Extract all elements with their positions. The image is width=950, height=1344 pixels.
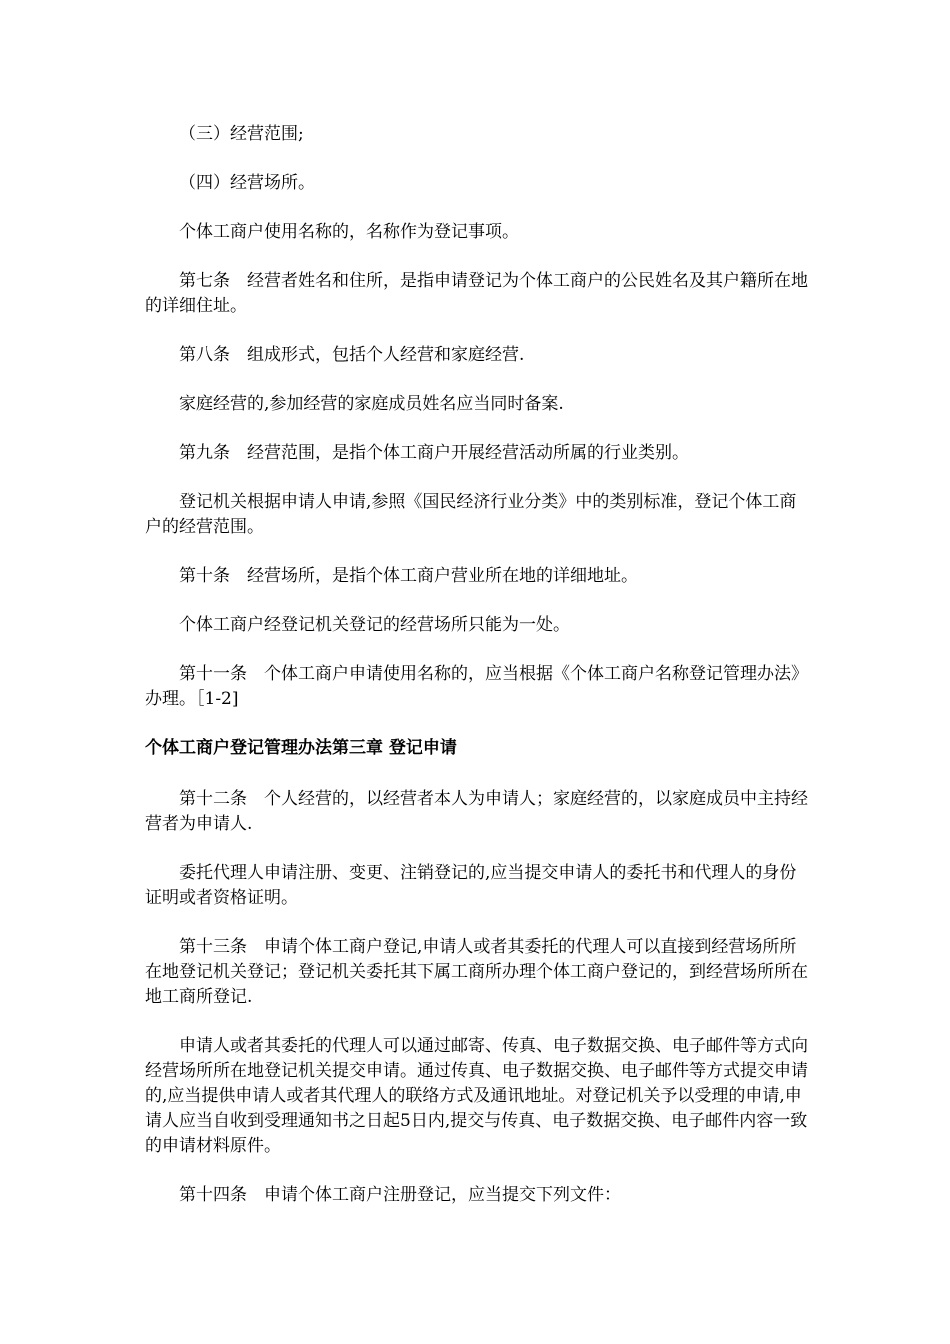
paragraph-single-location: 个体工商户经登记机关登记的经营场所只能为一处。 bbox=[179, 615, 570, 635]
paragraph-article-14: 第十四条 申请个体工商户注册登记，应当提交下列文件： bbox=[179, 1185, 621, 1205]
section-heading: 个体工商户登记管理办法第三章 登记申请 bbox=[145, 738, 457, 758]
document-page bbox=[145, 122, 810, 1232]
paragraph-article-13: 第十三条 申请个体工商户登记,申请人或者其委托的代理人可以直接到经营场所所在地登记机关登记；登记机关委托其下属工商所办理个体工商户登记的，到经营场所所在地工商所登记. bbox=[145, 937, 808, 1007]
paragraph-article-8: 第八条 组成形式，包括个人经营和家庭经营. bbox=[179, 345, 525, 365]
paragraph-remote-submission: 申请人或者其委托的代理人可以通过邮寄、传真、电子数据交换、电子邮件等方式向经营场所所在地登记机关提交申请。通过传真、电子数据交换、电子邮件等方式提交申请的,应当提供申请人或者其代理人的联络方式及通讯地址。对登记机关予以受理的申请,申请人应当自收到受理通知书之日起5日内,提交与传真、电子数据交换、电子邮件内容一致的申请材料原件。 bbox=[145, 1036, 808, 1156]
paragraph-item-4: （四）经营场所。 bbox=[179, 173, 315, 193]
paragraph-article-7: 第七条 经营者姓名和住所，是指申请登记为个体工商户的公民姓名及其户籍所在地的详细住址。 bbox=[145, 271, 808, 316]
paragraph-article-9: 第九条 经营范围，是指个体工商户开展经营活动所属的行业类别。 bbox=[179, 443, 689, 463]
paragraph-family-business: 家庭经营的,参加经营的家庭成员姓名应当同时备案. bbox=[179, 394, 564, 414]
paragraph-article-10: 第十条 经营场所，是指个体工商户营业所在地的详细地址。 bbox=[179, 566, 638, 586]
paragraph-name-registration: 个体工商户使用名称的，名称作为登记事项。 bbox=[179, 222, 519, 242]
paragraph-item-3: （三）经营范围; bbox=[179, 124, 304, 144]
paragraph-article-12: 第十二条 个人经营的，以经营者本人为申请人；家庭经营的，以家庭成员中主持经营者为申请人. bbox=[145, 789, 808, 834]
paragraph-agent-application: 委托代理人申请注册、变更、注销登记的,应当提交申请人的委托书和代理人的身份证明或者资格证明。 bbox=[145, 863, 797, 908]
paragraph-business-scope: 登记机关根据申请人申请,参照《国民经济行业分类》中的类别标准，登记个体工商户的经营范围。 bbox=[145, 492, 797, 537]
paragraph-article-11: 第十一条 个体工商户申请使用名称的，应当根据《个体工商户名称登记管理办法》办理。［1-2] bbox=[145, 664, 808, 709]
